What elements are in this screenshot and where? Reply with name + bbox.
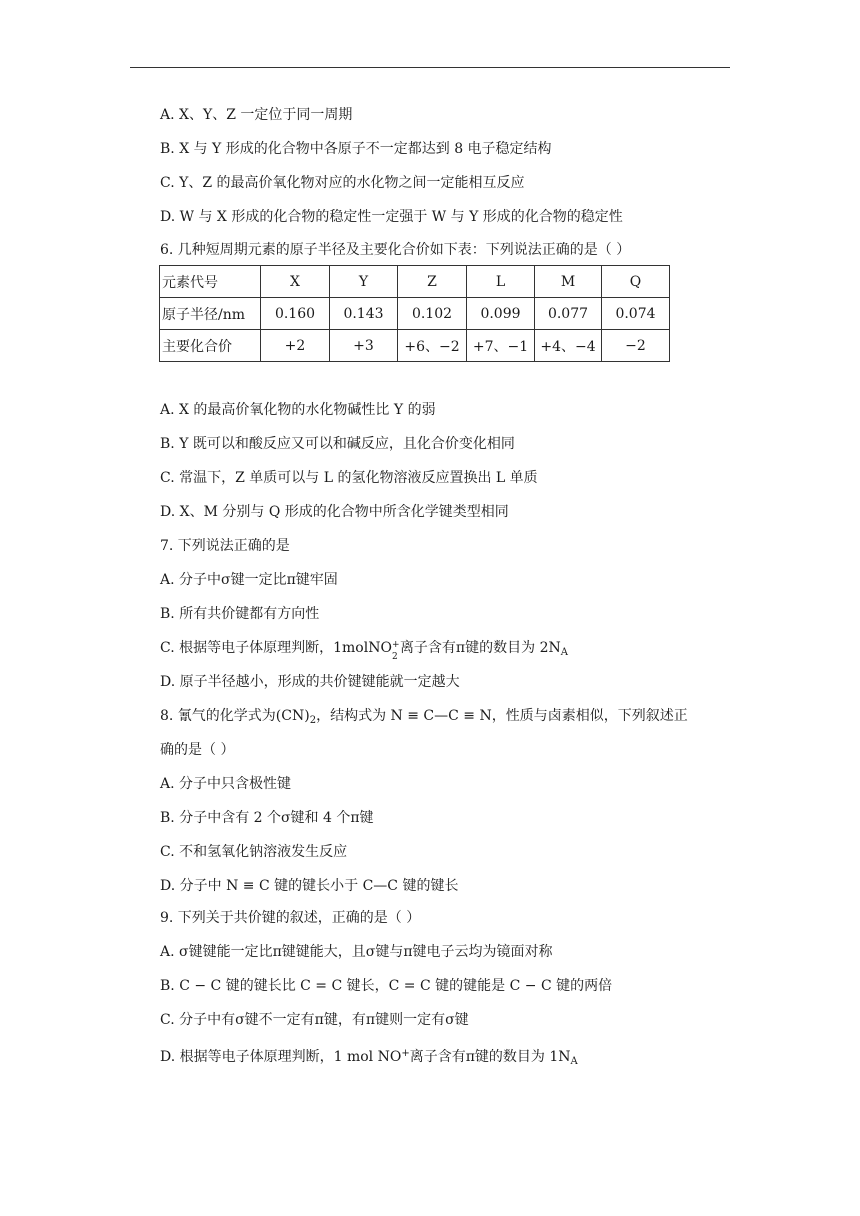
q7-option-c-text: C. 根据等电子体原理判断，1molNO (160, 640, 392, 656)
q7-option-a: A. 分子中σ键一定比π键牢固 (160, 572, 338, 588)
header-rule (130, 67, 730, 68)
table-cell: Z (398, 266, 467, 298)
q7-option-b: B. 所有共价键都有方向性 (160, 606, 320, 622)
q6-option-b: B. Y 既可以和酸反应又可以和碱反应，且化合价变化相同 (160, 436, 515, 452)
q5-option-a: A. X、Y、Z 一定位于同一周期 (160, 107, 353, 123)
q7-ion-charge (391, 640, 400, 662)
table-cell: 元素代号 (160, 266, 261, 298)
table-row-header (160, 266, 670, 298)
q9-option-b: B. C − C 键的键长比 C = C 键长，C = C 键的键能是 C − C 键的两倍 (160, 978, 613, 994)
table-cell: L (467, 266, 535, 298)
avogadro-sub: A (570, 1056, 578, 1067)
q6-stem: 6. 几种短周期元素的原子半径及主要化合价如下表：下列说法正确的是（ ） (160, 242, 631, 258)
q6-option-a: A. X 的最高价氧化物的水化物碱性比 Y 的弱 (160, 402, 436, 418)
q5-option-b: B. X 与 Y 形成的化合物中各原子不一定都达到 8 电子稳定结构 (160, 141, 552, 157)
q6-option-c: C. 常温下，Z 单质可以与 L 的氢化物溶液反应置换出 L 单质 (160, 470, 538, 486)
table-cell: +7、−1 (467, 330, 535, 362)
table-cell: 0.143 (330, 298, 398, 330)
table-cell: +6、−2 (398, 330, 467, 362)
table-cell: +2 (261, 330, 330, 362)
table-cell: 0.102 (398, 298, 467, 330)
q6-option-d: D. X、M 分别与 Q 形成的化合物中所含化学键类型相同 (160, 504, 509, 520)
table-cell: +4、−4 (535, 330, 602, 362)
q9-option-c: C. 分子中有σ键不一定有π键，有π键则一定有σ键 (160, 1012, 469, 1028)
q7-stem: 7. 下列说法正确的是 (160, 538, 290, 554)
q9-stem: 9. 下列关于共价键的叙述，正确的是（ ） (160, 910, 421, 926)
q5-option-c: C. Y、Z 的最高价氧化物对应的水化物之间一定能相互反应 (160, 175, 525, 191)
ion-count-sub: 2 (391, 652, 398, 662)
q8-stem-post: ，结构式为 N ≡ C—C ≡ N，性质与卤素相似，下列叙述正 (316, 708, 688, 724)
q8-stem-sub: 2 (309, 715, 317, 726)
table-cell: 0.099 (467, 298, 535, 330)
q8-option-c: C. 不和氢氧化钠溶液发生反应 (160, 844, 348, 860)
table-cell: 0.160 (261, 298, 330, 330)
q9-option-d-text2: 离子含有π键的数目为 1N (409, 1049, 571, 1065)
table-cell: Q (602, 266, 670, 298)
q8-stem-pre: 8. 氰气的化学式为(CN) (160, 708, 310, 724)
q8-option-b: B. 分子中含有 2 个σ键和 4 个π键 (160, 810, 374, 826)
q8-option-a: A. 分子中只含极性键 (160, 776, 292, 792)
table-cell: 主要化合价 (160, 330, 261, 362)
table-cell: M (535, 266, 602, 298)
table-cell: X (261, 266, 330, 298)
q9-option-d (160, 1044, 578, 1072)
ion-charge-sup: + (391, 640, 400, 650)
q9-option-d-text: D. 根据等电子体原理判断，1 mol NO (160, 1049, 402, 1065)
q9-option-a: A. σ键键能一定比π键键能大，且σ键与π键电子云均为镜面对称 (160, 944, 553, 960)
q5-option-d: D. W 与 X 形成的化合物的稳定性一定强于 W 与 Y 形成的化合物的稳定性 (160, 209, 623, 225)
table-cell: Y (330, 266, 398, 298)
table-row-radius (160, 298, 670, 330)
q7-option-c (160, 638, 568, 663)
table-cell: 0.077 (535, 298, 602, 330)
q7-option-c-text2: 离子含有π键的数目为 2N (399, 640, 561, 656)
table-cell: 0.074 (602, 298, 670, 330)
avogadro-sub: A (560, 647, 568, 658)
q8-option-d: D. 分子中 N ≡ C 键的键长小于 C—C 键的键长 (160, 878, 459, 894)
table-cell: +3 (330, 330, 398, 362)
q7-option-d: D. 原子半径越小，形成的共价键键能就一定越大 (160, 674, 460, 690)
table-row-valence (160, 330, 670, 362)
q9-ion-charge: + (401, 1048, 410, 1059)
element-table (159, 265, 670, 362)
q8-stem-line1 (160, 706, 688, 731)
q8-stem-line2: 确的是（ ） (160, 742, 235, 758)
table-cell: −2 (602, 330, 670, 362)
table-cell: 原子半径/nm (160, 298, 261, 330)
